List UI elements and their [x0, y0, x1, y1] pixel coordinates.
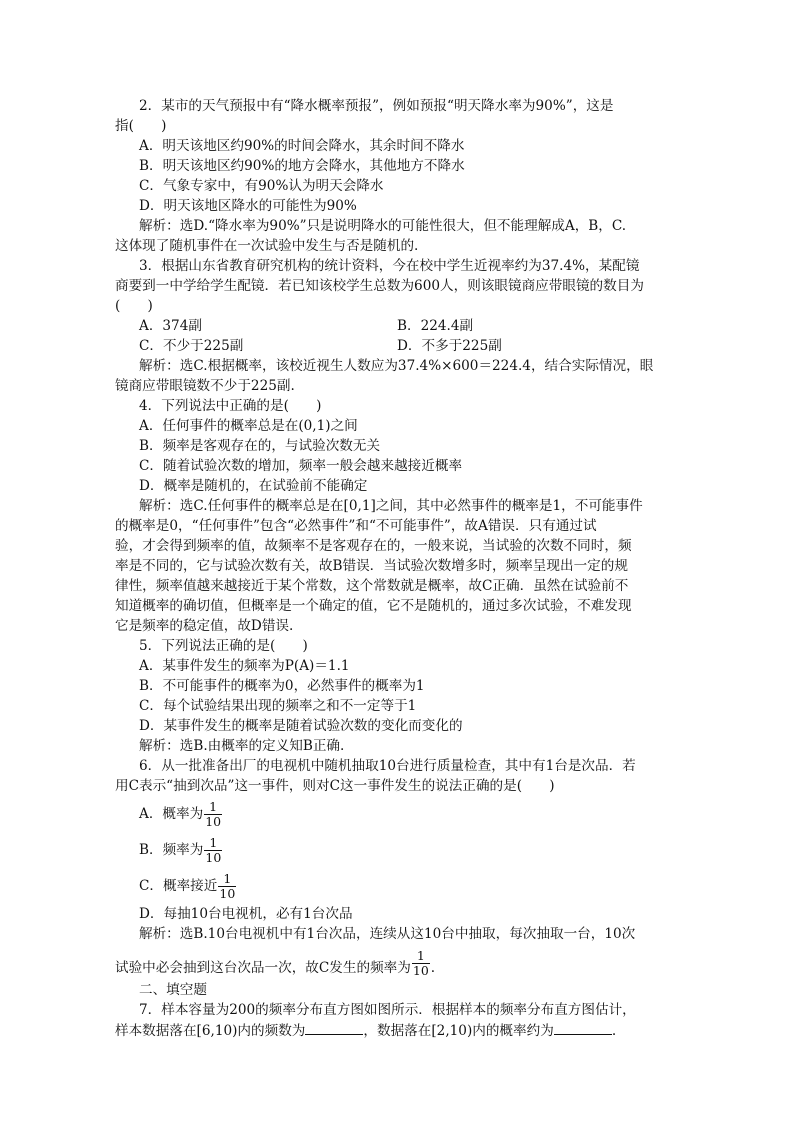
q3-option-a: A．374副	[139, 318, 202, 334]
q3-stem-line2: 商要到一中学给学生配镜．若已知该校学生总数为600人，则该眼镜商应带眼镜的数目为	[115, 278, 644, 294]
q2-analysis-line1: 解析：选D.“降水率为90%”只是说明降水的可能性很大，但不能理解成A，B，C.	[139, 218, 627, 234]
q3-analysis-line1: 解析：选C.根据概率，该校近视生人数应为37.4%×600＝224.4，结合实际情况，眼	[139, 358, 654, 374]
q4-option-a: A．任何事件的概率总是在(0,1)之间	[139, 418, 358, 434]
q4-analysis-line2: 的概率是0，“任何事件”包含“必然事件”和“不可能事件”，故A错误．只有通过试	[115, 518, 597, 534]
q2-option-a: A．明天该地区约90%的时间会降水，其余时间不降水	[139, 138, 465, 154]
answer-blank-2[interactable]	[554, 1020, 612, 1035]
q6-analysis-fraction	[412, 949, 430, 978]
document-content	[115, 96, 682, 1041]
q6-option-c	[115, 868, 682, 904]
section-title-fill-in: 二、填空题	[139, 982, 207, 998]
q4-analysis-line6: 知道概率的确切值，但概率是一个确定的值，它不是随机的，通过多次试验，不难发现	[115, 598, 632, 614]
fraction-numerator: 1	[209, 798, 218, 814]
q2-stem-line2: 指( )	[115, 118, 167, 134]
q2-analysis-line2: 这体现了随机事件在一次试验中发生与否是随机的.	[115, 238, 419, 254]
q6-stem-line1: 6．从一批准备出厂的电视机中随机抽取10台进行质量检查，其中有1台是次品．若	[139, 758, 636, 774]
q4-analysis-line4: 率是不同的，它与试验次数有关，故B错误．当试验次数增多时，频率呈现出一定的规	[115, 558, 628, 574]
q7-stem-line1: 7．样本容量为200的频率分布直方图如图所示．根据样本的频率分布直方图估计，	[139, 1002, 636, 1018]
q3-stem-line1: 3．根据山东省教育研究机构的统计资料，今在校中学生近视率约为37.4%，某配镜	[139, 258, 640, 274]
q6-option-b-label: B．频率为	[139, 842, 204, 858]
q6-analysis-line1: 解析：选B.10台电视机中有1台次品，连续从这10台中抽取，每次抽取一台，10次	[139, 926, 636, 942]
q7-stem-part-c: .	[611, 1023, 617, 1039]
fraction-numerator: 1	[416, 948, 425, 963]
q5-option-d: D．某事件发生的概率是随着试验次数的变化而变化的	[139, 718, 463, 734]
answer-blank-1[interactable]	[305, 1020, 363, 1035]
fraction-denominator: 10	[205, 849, 222, 865]
q3-options-row2	[115, 336, 682, 356]
q6-analysis-line2-text: 试验中必会抽到这台次品一次，故C发生的频率为	[115, 960, 411, 976]
fraction-numerator: 1	[209, 834, 218, 850]
q6-option-b	[115, 832, 682, 868]
q6-analysis-line2	[115, 944, 682, 978]
q3-option-c: C．不少于225副	[139, 338, 244, 354]
q3-stem-line3: ( )	[115, 298, 153, 314]
q4-analysis-line7: 它是频率的稳定值，故D错误.	[115, 618, 294, 634]
q5-analysis: 解析：选B.由概率的定义知B正确.	[139, 738, 345, 754]
q6-option-a-fraction	[204, 800, 222, 829]
q6-option-a	[115, 796, 682, 832]
q5-option-a: A．某事件发生的频率为P(A)＝1.1	[139, 658, 350, 674]
q7-stem-part-a: 样本数据落在[6,10)内的频数为	[115, 1023, 306, 1039]
q3-option-d: D．不多于225副	[397, 338, 502, 354]
q7-stem-line2	[115, 1020, 682, 1041]
q4-option-d: D．概率是随机的，在试验前不能确定	[139, 478, 368, 494]
q7-stem-part-b: ，数据落在[2,10)内的概率约为	[363, 1023, 554, 1039]
q3-analysis-line2: 镜商应带眼镜数不少于225副.	[115, 378, 295, 394]
q3-options-row1	[115, 316, 682, 336]
q6-analysis-line2-end: .	[430, 960, 436, 976]
q4-option-c: C．随着试验次数的增加，频率一般会越来越接近概率	[139, 458, 463, 474]
q6-stem-line2: 用C表示“抽到次品”这一事件，则对C这一事件发生的说法正确的是( )	[115, 778, 555, 794]
q5-option-c: C．每个试验结果出现的频率之和不一定等于1	[139, 698, 417, 714]
fraction-denominator: 10	[219, 885, 236, 901]
q4-stem: 4．下列说法中正确的是( )	[139, 398, 322, 414]
q4-option-b: B．频率是客观存在的，与试验次数无关	[139, 438, 381, 454]
q2-option-d: D．明天该地区降水的可能性为90%	[139, 198, 357, 214]
q6-option-b-fraction	[204, 836, 222, 865]
q4-analysis-line3: 验，才会得到频率的值，故频率不是客观存在的，一般来说，当试验的次数不同时，频	[115, 538, 632, 554]
q2-stem-line1: 2．某市的天气预报中有“降水概率预报”，例如预报“明天降水率为90%”，这是	[139, 98, 614, 114]
q3-option-b: B．224.4副	[397, 318, 474, 334]
q4-analysis-line5: 律性，频率值越来越接近于某个常数，这个常数就是概率，故C正确．虽然在试验前不	[115, 578, 629, 594]
fraction-denominator: 10	[412, 963, 429, 978]
fraction-denominator: 10	[205, 813, 222, 829]
q6-option-d: D．每抽10台电视机，必有1台次品	[139, 906, 353, 922]
q6-option-c-label: C．概率接近	[139, 878, 218, 894]
q6-option-c-fraction	[218, 872, 236, 901]
q6-option-a-label: A．概率为	[139, 806, 204, 822]
q2-option-b: B．明天该地区约90%的地方会降水，其他地方不降水	[139, 158, 465, 174]
q2-option-c: C．气象专家中，有90%认为明天会降水	[139, 178, 384, 194]
q5-stem: 5．下列说法正确的是( )	[139, 638, 308, 654]
fraction-numerator: 1	[223, 870, 232, 886]
q5-option-b: B．不可能事件的概率为0，必然事件的概率为1	[139, 678, 425, 694]
q4-analysis-line1: 解析：选C.任何事件的概率总是在[0,1]之间，其中必然事件的概率是1，不可能事件	[139, 498, 643, 514]
